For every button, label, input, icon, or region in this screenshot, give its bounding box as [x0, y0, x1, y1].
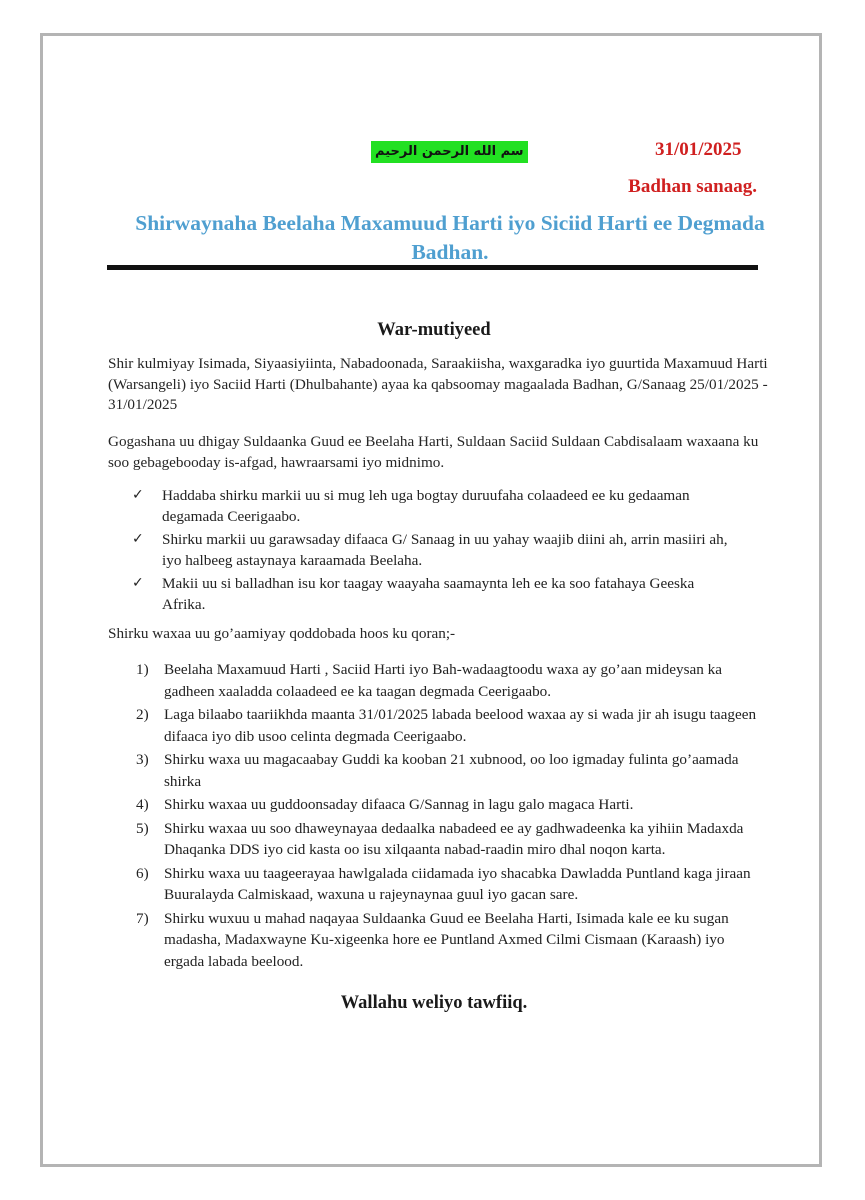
decision-item: [136, 659, 766, 702]
decision-item: [136, 704, 766, 747]
decision-text: Laga bilaabo taariikhda maanta 31/01/2025 labada beelood waxaa ay si wada jir ah isugu taageen difaaca iyo dib usoo celinta degmada Ceerigaabo.: [164, 706, 757, 745]
checkmark-list-item: [132, 573, 732, 615]
decision-text: Shirku waxa uu magacaabay Guddi ka kooban 21 xubnood, oo loo igmaday fulinta go’aamada shirka: [164, 751, 739, 790]
checkmark-icon: ✓: [132, 531, 144, 547]
decision-text: Shirku waxaa uu guddoonsaday difaaca G/Sannag in lagu galo magaca Harti.: [164, 796, 634, 813]
decision-text: Shirku waxaa uu soo dhaweynayaa dedaalka nabadeed ee ay gadhwadeenka ka yihiin Madaxda Dhaqanka DDS iyo cid kasta oo isu xilqaanta nabad-raadin miro dhal noqon karta.: [164, 819, 744, 858]
decision-item: [136, 749, 766, 792]
decision-text: Shirku waxa uu taageerayaa hawlgalada ciidamada iyo shacabka Dawladda Puntland kaga jiraan Buuralayda Calmiskaad, waxuna u rajeynaynaa guul iyo gacan sare.: [164, 864, 751, 903]
decision-number: 2): [136, 706, 149, 723]
checkmark-item-text: Haddaba shirku markii uu si mug leh uga bogtay duruufaha colaadeed ee ku gedaaman degamada Ceerigaabo.: [162, 487, 690, 525]
intro-paragraph-1: Shir kulmiyay Isimada, Siyaasiyiinta, Nabadoonada, Saraakiisha, waxgaradka iyo guurtida Maxamuud Harti (Warsangeli) iyo Saciid Harti (Dhulbahante) ayaa ka qabsoomay magaalada Badhan, G/Sanaag 25/01/2025 - 31/01/2025: [108, 355, 768, 413]
checkmark-list-item: [132, 529, 732, 571]
decision-number: 1): [136, 661, 149, 678]
decision-number: 3): [136, 751, 149, 768]
conference-title-line-2: Badhan.: [411, 240, 489, 264]
conference-title-line-1: Shirwaynaha Beelaha Maxamuud Harti iyo Siciid Harti ee Degmada: [135, 211, 765, 235]
intro-paragraph-2: Gogashana uu dhigay Suldaanka Guud ee Beelaha Harti, Suldaan Saciid Suldaan Cabdisalaam waxaana ku soo gebagebooday is-afgad, hawraarsami iyo midnimo.: [108, 433, 759, 471]
document-heading: War-mutiyeed: [377, 320, 491, 340]
decision-number: 6): [136, 864, 149, 882]
checkmark-list: [132, 485, 732, 617]
decision-item: [136, 908, 766, 973]
decision-number: 4): [136, 796, 149, 813]
checkmark-icon: ✓: [132, 575, 144, 591]
decisions-list: [136, 659, 766, 974]
decision-text: Shirku wuxuu u mahad naqayaa Suldaanka Guud ee Beelaha Harti, Isimada kale ee ku sugan madasha, Madaxwayne Ku-xigeenka hore ee Puntland Axmed Cilmi Cismaan (Karaash) iyo ergada labada beelood.: [164, 909, 729, 970]
decision-text: Beelaha Maxamuud Harti , Saciid Harti iyo Bah-wadaagtoodu waxa ay go’aan mideysan ka gadheen xaaladda colaadeed ee ka taagan degmada Ceerigaabo.: [164, 661, 722, 700]
checkmark-item-text: Makii uu si balladhan isu kor taagay waayaha saamaynta leh ee ka soo fatahaya Geeska Afrika.: [162, 575, 695, 613]
conference-title: [100, 209, 800, 267]
decision-item: [136, 863, 766, 906]
decision-number: 7): [136, 909, 149, 927]
decision-number: 5): [136, 819, 149, 837]
checkmark-item-text: Shirku markii uu garawsaday difaaca G/ Sanaag in uu yahay waajib diini ah, arrin masiiri ah, iyo halbeeg astaynaya karaamada Beelaha.: [162, 531, 728, 569]
checkmark-icon: ✓: [132, 487, 144, 503]
decision-item: [136, 794, 766, 816]
decisions-intro: Shirku waxaa uu go’aamiyay qoddobada hoos ku qoran;-: [108, 625, 456, 642]
document-date: 31/01/2025: [655, 139, 742, 160]
basmala-text: سم الله الرحمن الرحيم: [371, 141, 528, 163]
decision-item: [136, 818, 766, 861]
closing-line: Wallahu weliyo tawfiiq.: [340, 993, 528, 1013]
header-divider: [107, 265, 758, 270]
checkmark-list-item: [132, 485, 732, 527]
document-location: Badhan sanaag.: [628, 176, 757, 197]
